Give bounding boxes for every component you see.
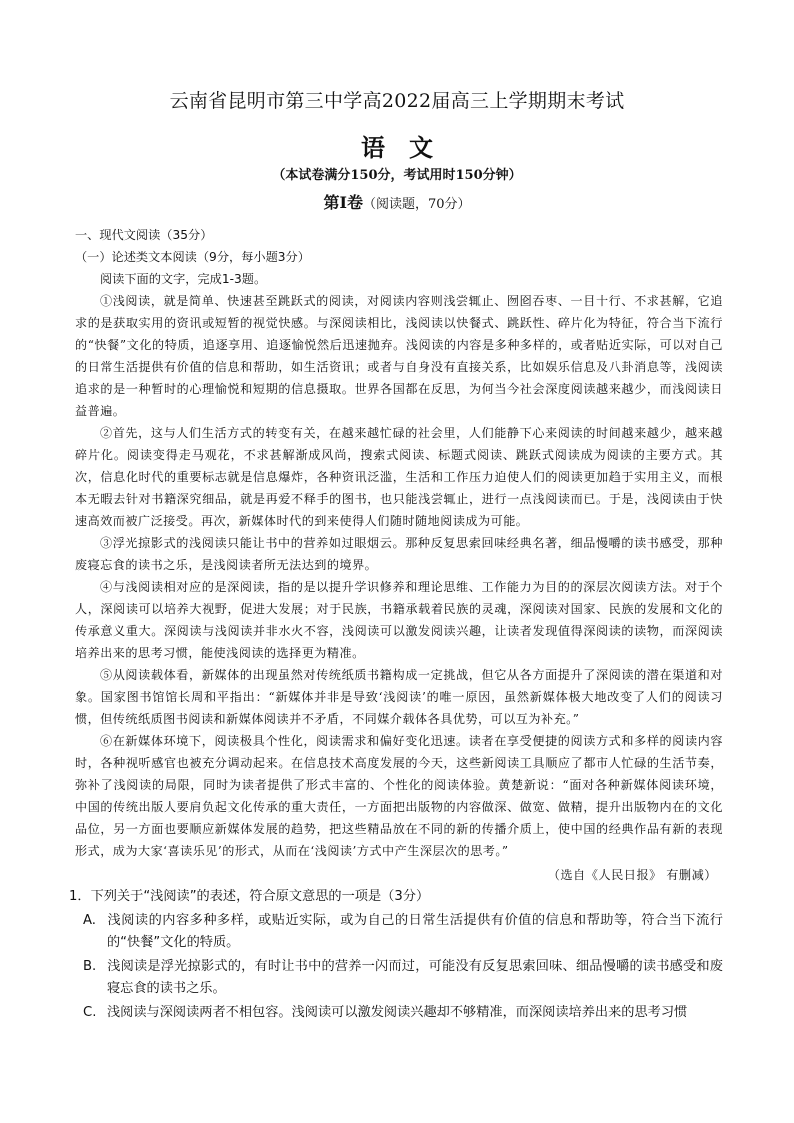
passage-paragraph-2: ②首先，这与人们生活方式的转变有关，在越来越忙碌的社会里，人们能静下心来阅读的时间越来越少，越来越碎片化。阅读变得走马观花，不求甚解渐成风尚，搜索式阅读、标题式阅读、跳跃式阅读成为阅读的主要方式。其次，信息化时代的重要标志就是信息爆炸，各种资讯泛滥，生活和工作压力迫使人们的阅读更加趋于实用主义，而根本无暇去针对书籍深究细品，就是再爱不释手的图书，也只能浅尝辄止，进行一点浅阅读而已。于是，浅阅读由于快速高效而被广泛接受。再次，新媒体时代的到来使得人们随时随地阅读成为可能。 (75, 426, 723, 528)
passage-paragraph-3: ③浮光掠影式的浅阅读只能让书中的营养如过眼烟云。那种反复思索回味经典名著，细品慢嚼的读书感受，那种废寝忘食的读书之乐，是浅阅读者所无法达到的境界。 (75, 536, 723, 572)
reading-section (69, 224, 723, 1024)
option-letter: B. (83, 959, 97, 974)
section-heading: 一、现代文阅读（35分） (75, 228, 213, 242)
exam-note: （本试卷满分150分，考试用时150分钟） (272, 168, 522, 183)
reading-instruction: 阅读下面的文字，完成1-3题。 (100, 272, 267, 286)
option-text: 浅阅读是浮光掠影式的，有时让书中的营养一闪而过，可能没有反复思索回味、细品慢嚼的读书感受和废寝忘食的读书之乐。 (107, 959, 723, 996)
part-subtitle: （阅读题，70分） (362, 197, 471, 212)
part-heading (0, 190, 794, 213)
section-subheading: （一）论述类文本阅读（9分，每小题3分） (75, 250, 310, 264)
passage-source: （选自《人民日报》 有删减） (547, 868, 717, 882)
passage-paragraph-6: ⑥在新媒体环境下，阅读极具个性化，阅读需求和偏好变化迅速。读者在享受便捷的阅读方式和多样的阅读内容时，各种视听感官也被充分调动起来。在信息技术高度发展的今天，这些新阅读工具顺应了都市人忙碌的生活节奏，弥补了浅阅读的局限，同时为读者提供了形式丰富的、个性化的阅读体验。黄楚新说：“面对各种新媒体阅读环境，中国的传统出版人要肩负起文化传承的重大责任，一方面把出版物的内容做深、做宽、做精，提升出版物内在的文化品位，另一方面也要顺应新媒体发展的趋势，把这些精品放在不同的新的传播介质上，使中国的经典作品有新的表现形式，成为大家‘喜读乐见’的形式，从而在‘浅阅读’方式中产生深层次的思考。” (75, 734, 723, 858)
question-1-option-b (75, 956, 723, 1000)
part-title: 第Ⅰ卷 (323, 193, 363, 212)
option-letter: C. (83, 1005, 97, 1020)
option-text: 浅阅读的内容多种多样，或贴近实际，或为自己的日常生活提供有价值的信息和帮助等，符合当下流行的“快餐”文化的特质。 (107, 913, 723, 950)
option-letter: A. (83, 913, 96, 928)
question-1-option-a (75, 910, 723, 954)
passage-paragraph-1: ①浅阅读，就是简单、快速甚至跳跃式的阅读，对阅读内容则浅尝辄止、囫囵吞枣、一目十行、不求甚解，它追求的是获取实用的资讯或短暂的视觉快感。与深阅读相比，浅阅读以快餐式、跳跃性、碎片化为特征，符合当下流行的“快餐”文化的特质，追逐享用、追逐愉悦然后迅速抛弃。浅阅读的内容是多种多样的，或者贴近实际，可以对自己的日常生活提供有价值的信息和帮助，如生活资讯；或者与自身没有直接关系，比如娱乐信息及八卦消息等，浅阅读追求的是一种暂时的心理愉悦和短期的信息摄取。世界各国都在反思，为何当今社会深度阅读越来越少，而浅阅读日益普遍。 (75, 294, 723, 418)
passage-paragraph-4: ④与浅阅读相对应的是深阅读，指的是以提升学识修养和理论思维、工作能力为目的的深层次阅读方法。对于个人，深阅读可以培养大视野，促进大发展；对于民族，书籍承载着民族的灵魂，深阅读对国家、民族的发展和文化的传承意义重大。深阅读与浅阅读并非水火不容，浅阅读可以激发阅读兴趣，让读者发现值得深阅读的读物，而深阅读培养出来的思考习惯，能使浅阅读的选择更为精准。 (75, 580, 723, 660)
question-1-option-c (75, 1002, 723, 1024)
exam-title: 云南省昆明市第三中学高2022届高三上学期期末考试 (169, 90, 625, 112)
question-1-stem: 1．下列关于“浅阅读”的表述，符合原文意思的一项是（3分） (69, 889, 430, 904)
option-text: 浅阅读与深阅读两者不相包容。浅阅读可以激发阅读兴趣却不够精准，而深阅读培养出来的思考习惯 (107, 1005, 688, 1020)
passage-paragraph-5: ⑤从阅读载体看，新媒体的出现虽然对传统纸质书籍构成一定挑战，但它从各方面提升了深阅读的潜在渠道和对象。国家图书馆馆长周和平指出：“新媒体并非是导致‘浅阅读’的唯一原因，虽然新媒体极大地改变了人们的阅读习惯，但传统纸质图书阅读和新媒体阅读并不矛盾，不同媒介载体各具优势，可以互为补充。” (75, 668, 723, 726)
subject-title: 语文 (361, 133, 457, 162)
